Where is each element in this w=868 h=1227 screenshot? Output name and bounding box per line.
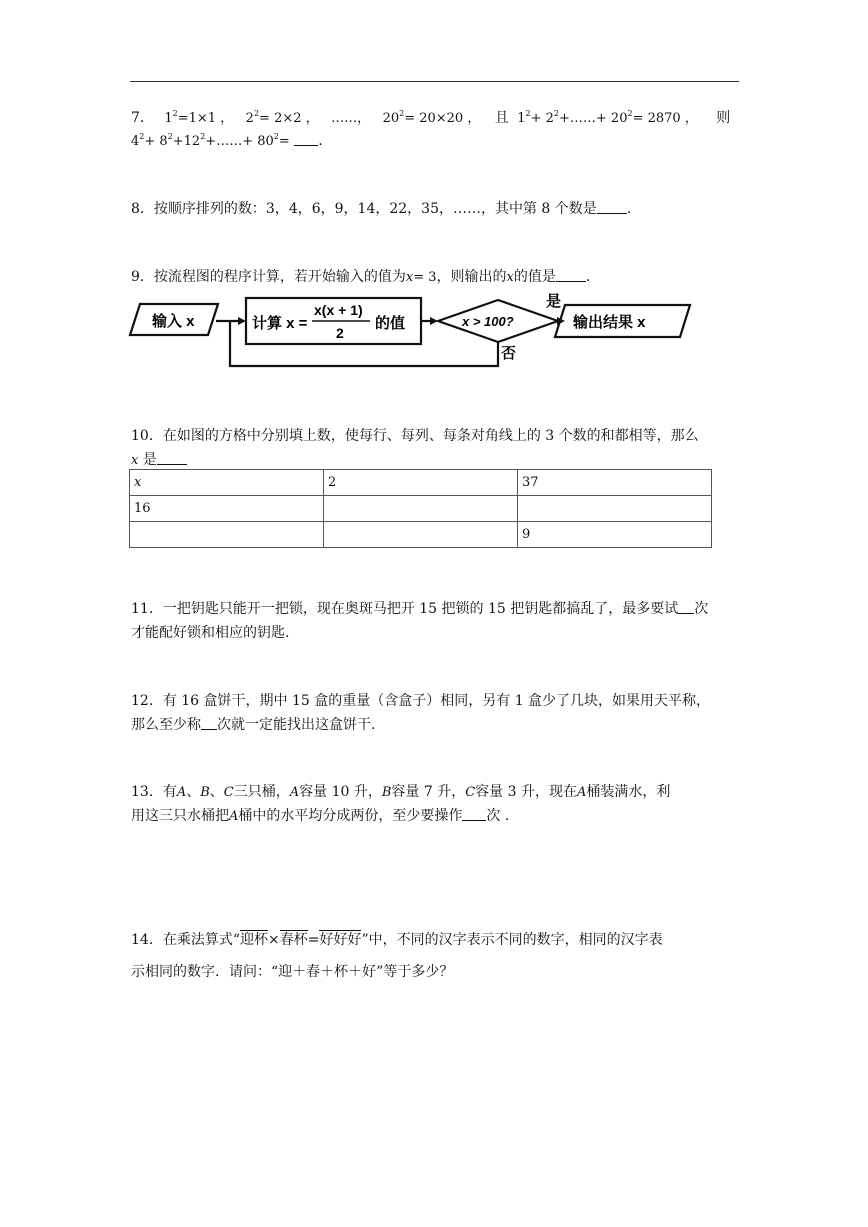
q9-text-c: 的值是 — [513, 269, 556, 285]
q13-line2 — [131, 806, 509, 827]
grid-cell: 2 — [324, 470, 518, 496]
q7-answer-blank[interactable] — [294, 131, 318, 146]
q14-word-1: 迎杯 — [239, 932, 268, 948]
table-row — [130, 496, 712, 522]
q7-then: 则 — [716, 110, 731, 126]
q13-var-a3: A — [576, 785, 587, 800]
flow-arrowhead-2 — [430, 317, 438, 325]
q12-text-a: 12．有 16 盒饼干，期中 15 盒的重量（含盒子）相同，另有 1 盒少了几块，如果用天平称， — [131, 693, 711, 709]
q10-line1 — [131, 426, 699, 446]
q14-line1 — [131, 930, 663, 950]
q12-line1 — [131, 691, 710, 711]
q9-period: . — [585, 269, 591, 285]
flow-compute-suffix: 的值 — [375, 315, 406, 332]
q13-var-c: C — [223, 785, 234, 800]
q13-text-a: 13．有 — [131, 784, 177, 800]
q13-sep2: 、 — [209, 784, 224, 800]
q7-expr2: $2^2= 2\times 2$ ， — [245, 108, 319, 126]
q7-expr3: $20^2= 20\times 20$ ， — [382, 108, 481, 126]
q10-magic-square — [129, 469, 712, 548]
q9-answer-blank[interactable] — [556, 267, 586, 282]
q14-times: × — [267, 932, 280, 948]
q13-var-a2: A — [289, 785, 300, 800]
q11-line1 — [131, 599, 708, 619]
q8-line — [131, 199, 631, 219]
grid-cell: 37 — [518, 470, 712, 496]
q11-text-b: 次 — [694, 601, 709, 617]
q14-word-2: 春杯 — [279, 932, 308, 948]
q14-line2 — [131, 962, 453, 982]
q14-text-a: 14．在乘法算式“ — [131, 932, 240, 948]
q10-answer-blank[interactable] — [157, 450, 187, 465]
q11-line2 — [131, 623, 289, 643]
q14-text-c: 示相同的数字．请问：“迎＋春＋杯＋好”等于多少？ — [131, 964, 454, 980]
table-row — [130, 470, 712, 496]
q13-text-f: 桶装满水，利 — [586, 784, 671, 800]
q13-answer-blank[interactable] — [462, 806, 486, 821]
q9-var-x: x — [405, 270, 414, 285]
q8-answer-blank[interactable] — [597, 199, 627, 214]
q7-question-expr: $4^2+$ $8^2+12^2+\dots\dots+ 80^2=$ — [131, 131, 290, 149]
q12-text-c: 次就一定能找出这盒饼干. — [217, 717, 376, 733]
q13-var-a4: A — [229, 809, 239, 824]
q13-text-g: 用这三只水桶把 — [131, 808, 229, 824]
q9-flowchart — [128, 290, 708, 372]
q13-var-b: B — [200, 785, 210, 800]
header-rule — [130, 81, 739, 82]
q7-sum-expr: $1^2+$ $2^2+\dots\dots+ 20^2= 2870$ ， — [517, 108, 698, 126]
q13-text-c: 容量 10 升， — [299, 784, 382, 800]
q7-and: 且 — [494, 110, 509, 126]
q10-var-x: x — [131, 453, 139, 468]
q10-line2 — [131, 450, 187, 471]
q13-var-a: A — [176, 785, 187, 800]
q12-answer-blank[interactable] — [201, 715, 217, 730]
q14-eq: = — [307, 932, 320, 948]
table-row — [130, 522, 712, 548]
flow-numerator: x(x + 1) — [314, 302, 363, 318]
q13-line1 — [131, 782, 670, 803]
grid-cell — [130, 522, 324, 548]
grid-cell — [324, 522, 518, 548]
flow-denominator: 2 — [336, 325, 344, 341]
q11-text-c: 才能配好锁和相应的钥匙. — [131, 625, 290, 641]
q12-line2 — [131, 715, 375, 735]
q9-var-x2: x — [506, 270, 514, 285]
q13-text-b: 三只桶， — [233, 784, 290, 800]
q9-eq: = 3 — [413, 270, 437, 285]
q9-text-a: 9．按流程图的程序计算，若开始输入的值为 — [131, 269, 406, 285]
grid-cell — [518, 496, 712, 522]
q9-line — [131, 267, 590, 288]
q14-text-b: ”中，不同的汉字表示不同的数字，相同的汉字表 — [361, 932, 663, 948]
q11-text-a: 11．一把钥匙只能开一把锁，现在奥斑马把开 15 把锁的 15 把钥匙都搞乱了，最多要试 — [131, 601, 679, 617]
flow-no-label: 否 — [501, 345, 517, 362]
grid-cell: x — [130, 470, 324, 496]
q7-period: . — [318, 133, 323, 149]
q13-sep1: 、 — [186, 784, 201, 800]
q13-var-b2: B — [381, 785, 392, 800]
flow-arrowhead-1 — [238, 317, 246, 325]
q7-number: 7． — [131, 110, 154, 126]
flow-compute-prefix: 计算 x = — [252, 315, 308, 332]
q7-expr1: $1^2=1\times 1$ ， — [164, 108, 234, 126]
flow-yes-label: 是 — [546, 293, 562, 310]
grid-cell — [324, 496, 518, 522]
flow-decision-label: x > 100? — [462, 314, 514, 329]
q13-text-h: 桶中的水平均分成两份，至少要操作 — [238, 808, 463, 824]
q13-text-e: 容量 3 升，现在 — [475, 784, 577, 800]
q14-word-3: 好好好 — [319, 932, 362, 948]
q7-ellipsis: ……， — [331, 111, 371, 126]
q13-text-i: 次 . — [486, 808, 510, 824]
q8-period: . — [626, 201, 632, 217]
q10-is: 是 — [138, 452, 157, 468]
q10-text: 10．在如图的方格中分别填上数，使每行、每列、每条对角线上的 3 个数的和都相等，那么 — [131, 428, 699, 444]
q9-text-b: ，则输出的 — [436, 269, 507, 285]
q11-answer-blank[interactable] — [678, 599, 694, 614]
q7-line1 — [131, 108, 730, 129]
q7-line2 — [131, 131, 323, 152]
q13-text-d: 容量 7 升， — [391, 784, 466, 800]
q13-var-c2: C — [465, 785, 476, 800]
grid-cell: 9 — [518, 522, 712, 548]
flow-input-label: 输入 x — [152, 313, 195, 330]
grid-cell: 16 — [130, 496, 324, 522]
q12-text-b: 那么至少称 — [131, 717, 201, 733]
flow-output-label: 输出结果 x — [573, 314, 646, 331]
q8-text: 8．按顺序排列的数：3，4，6，9，14，22，35，……，其中第 8 个数是 — [131, 201, 597, 217]
